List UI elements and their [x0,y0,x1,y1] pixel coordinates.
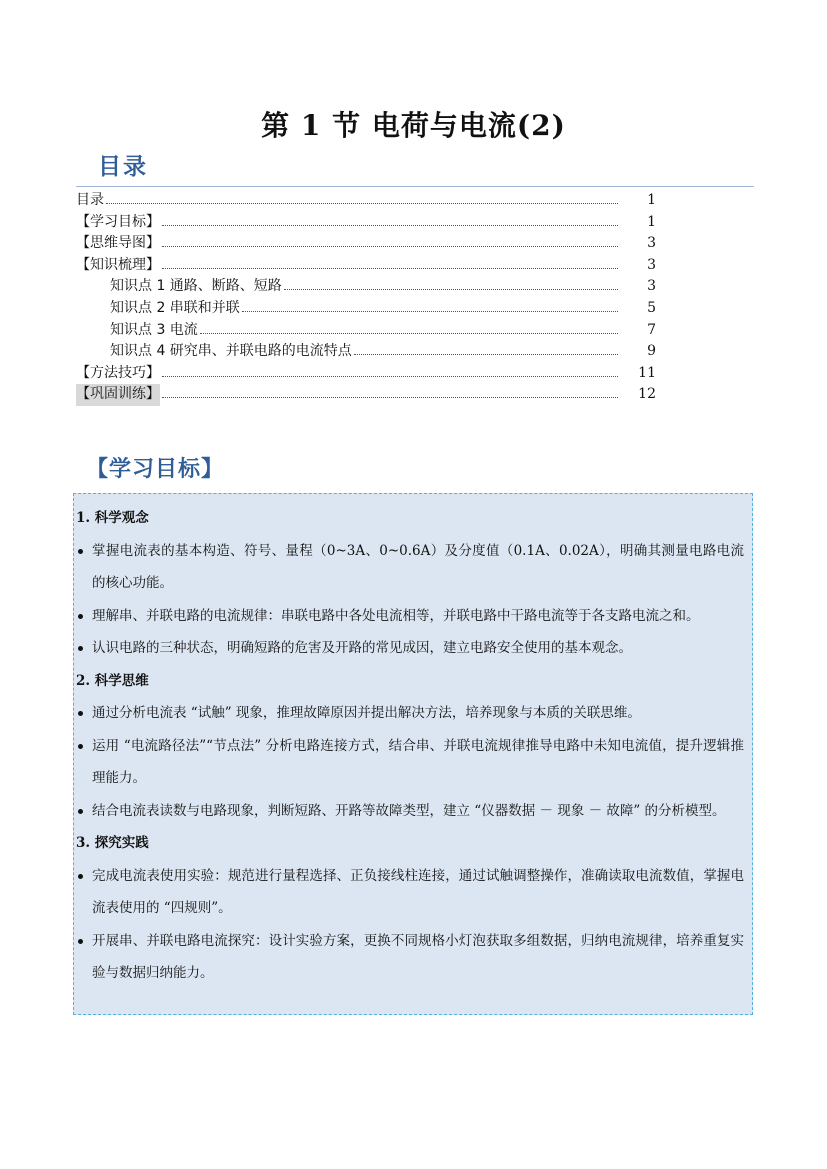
objective-bullet [76,600,744,633]
bullet-dot-icon [78,809,83,814]
bullet-dot-icon [78,874,83,879]
objective-bullet [76,860,744,925]
toc-heading: 目录 [98,154,148,180]
objective-bullet [76,697,744,730]
toc-entry-page: 9 [647,343,656,360]
toc-entry-label: 目录 [76,192,104,208]
objective-section-title: 2. 科学思维 [76,672,149,689]
objective-bullet-text: 认识电路的三种状态，明确短路的危害及开路的常见成因，建立电路安全使用的基本观念。 [92,640,632,656]
toc-entry-label: 【学习目标】 [76,213,160,230]
bullet-dot-icon [78,939,83,944]
toc-entry-label: 知识点 3 电流 [110,321,198,338]
toc-entry-page: 1 [647,192,656,208]
toc-entry-page: 3 [647,278,656,295]
toc-entry[interactable] [76,212,656,234]
objective-bullet [76,535,744,600]
toc-entry[interactable] [76,363,656,385]
toc-entry[interactable] [76,298,656,320]
objective-section-title: 3. 探究实践 [76,835,149,851]
toc-entry-page: 5 [647,299,656,316]
toc-leader-dots [162,376,618,377]
objective-bullet [76,925,744,990]
objective-bullet [76,632,744,665]
objective-bullet-text: 理解串、并联电路的电流规律：串联电路中各处电流相等，并联电路中干路电流等于各支路电流之和。 [92,607,700,624]
toc-entry-label: 知识点 4 研究串、并联电路的电流特点 [110,343,352,360]
toc-leader-dots [242,311,618,312]
objective-section-title: 1. 科学观念 [76,510,149,526]
toc-entry-label: 【思维导图】 [76,235,160,252]
objective-bullet-list [76,697,744,827]
objective-bullet-list [76,860,744,990]
toc-leader-dots [354,354,618,355]
toc-entry-page: 7 [647,321,656,338]
toc-entry-label: 知识点 1 通路、断路、短路 [110,278,282,295]
toc-entry-label: 【方法技巧】 [76,364,160,381]
objective-bullet-text: 开展串、并联电路电流探究：设计实验方案，更换不同规格小灯泡获取多组数据，归纳电流规律，培养重复实验与数据归纳能力。 [92,932,744,981]
toc-entry[interactable] [76,384,656,406]
toc-entry-page: 12 [638,386,656,403]
toc-entry[interactable] [76,233,656,255]
toc-divider [76,186,754,187]
objective-bullet [76,730,744,795]
toc-leader-dots [162,246,618,247]
objectives-box [73,493,753,1015]
bullet-dot-icon [78,614,83,619]
toc-leader-dots [200,333,618,334]
toc-leader-dots [284,289,618,290]
objective-bullet-text: 运用 “电流路径法”“节点法” 分析电路连接方式，结合串、并联电流规律推导电路中未知电流值，提升逻辑推理能力。 [92,737,744,786]
toc-leader-dots [162,397,618,398]
objective-bullet-text: 通过分析电流表 “试触” 现象，推理故障原因并提出解决方法，培养现象与本质的关联思维。 [92,705,641,721]
toc-entry[interactable] [76,190,656,212]
toc-entry-label: 【巩固训练】 [76,384,160,406]
objective-bullet-text: 完成电流表使用实验：规范进行量程选择、正负接线柱连接，通过试触调整操作，准确读取电流数值，掌握电流表使用的 “四规则”。 [92,867,744,916]
toc-entry[interactable] [76,276,656,298]
table-of-contents [76,190,656,406]
objective-bullet-text: 掌握电流表的基本构造、符号、量程（0~3A、0~0.6A）及分度值（0.1A、0.02A），明确其测量电路电流的核心功能。 [92,542,744,591]
bullet-dot-icon [78,646,83,651]
objectives-heading: 【学习目标】 [86,457,225,482]
objective-bullet-list [76,535,744,665]
toc-entry[interactable] [76,320,656,342]
toc-entry-label: 【知识梳理】 [76,256,160,273]
toc-leader-dots [162,225,618,226]
toc-entry-page: 1 [647,213,656,230]
objective-bullet [76,795,744,828]
bullet-dot-icon [78,549,83,554]
toc-leader-dots [162,268,618,269]
toc-leader-dots [106,203,618,204]
toc-entry-page: 3 [647,256,656,273]
toc-entry-label: 知识点 2 串联和并联 [110,299,240,316]
bullet-dot-icon [78,711,83,716]
objective-bullet-text: 结合电流表读数与电路现象，判断短路、开路等故障类型，建立 “仪器数据 － 现象 － 故障” 的分析模型。 [92,802,726,819]
toc-entry[interactable] [76,341,656,363]
toc-entry[interactable] [76,255,656,277]
toc-entry-page: 11 [638,364,656,381]
bullet-dot-icon [78,744,83,749]
toc-entry-page: 3 [647,235,656,252]
page-title: 第 1 节 电荷与电流(2) [261,109,566,142]
